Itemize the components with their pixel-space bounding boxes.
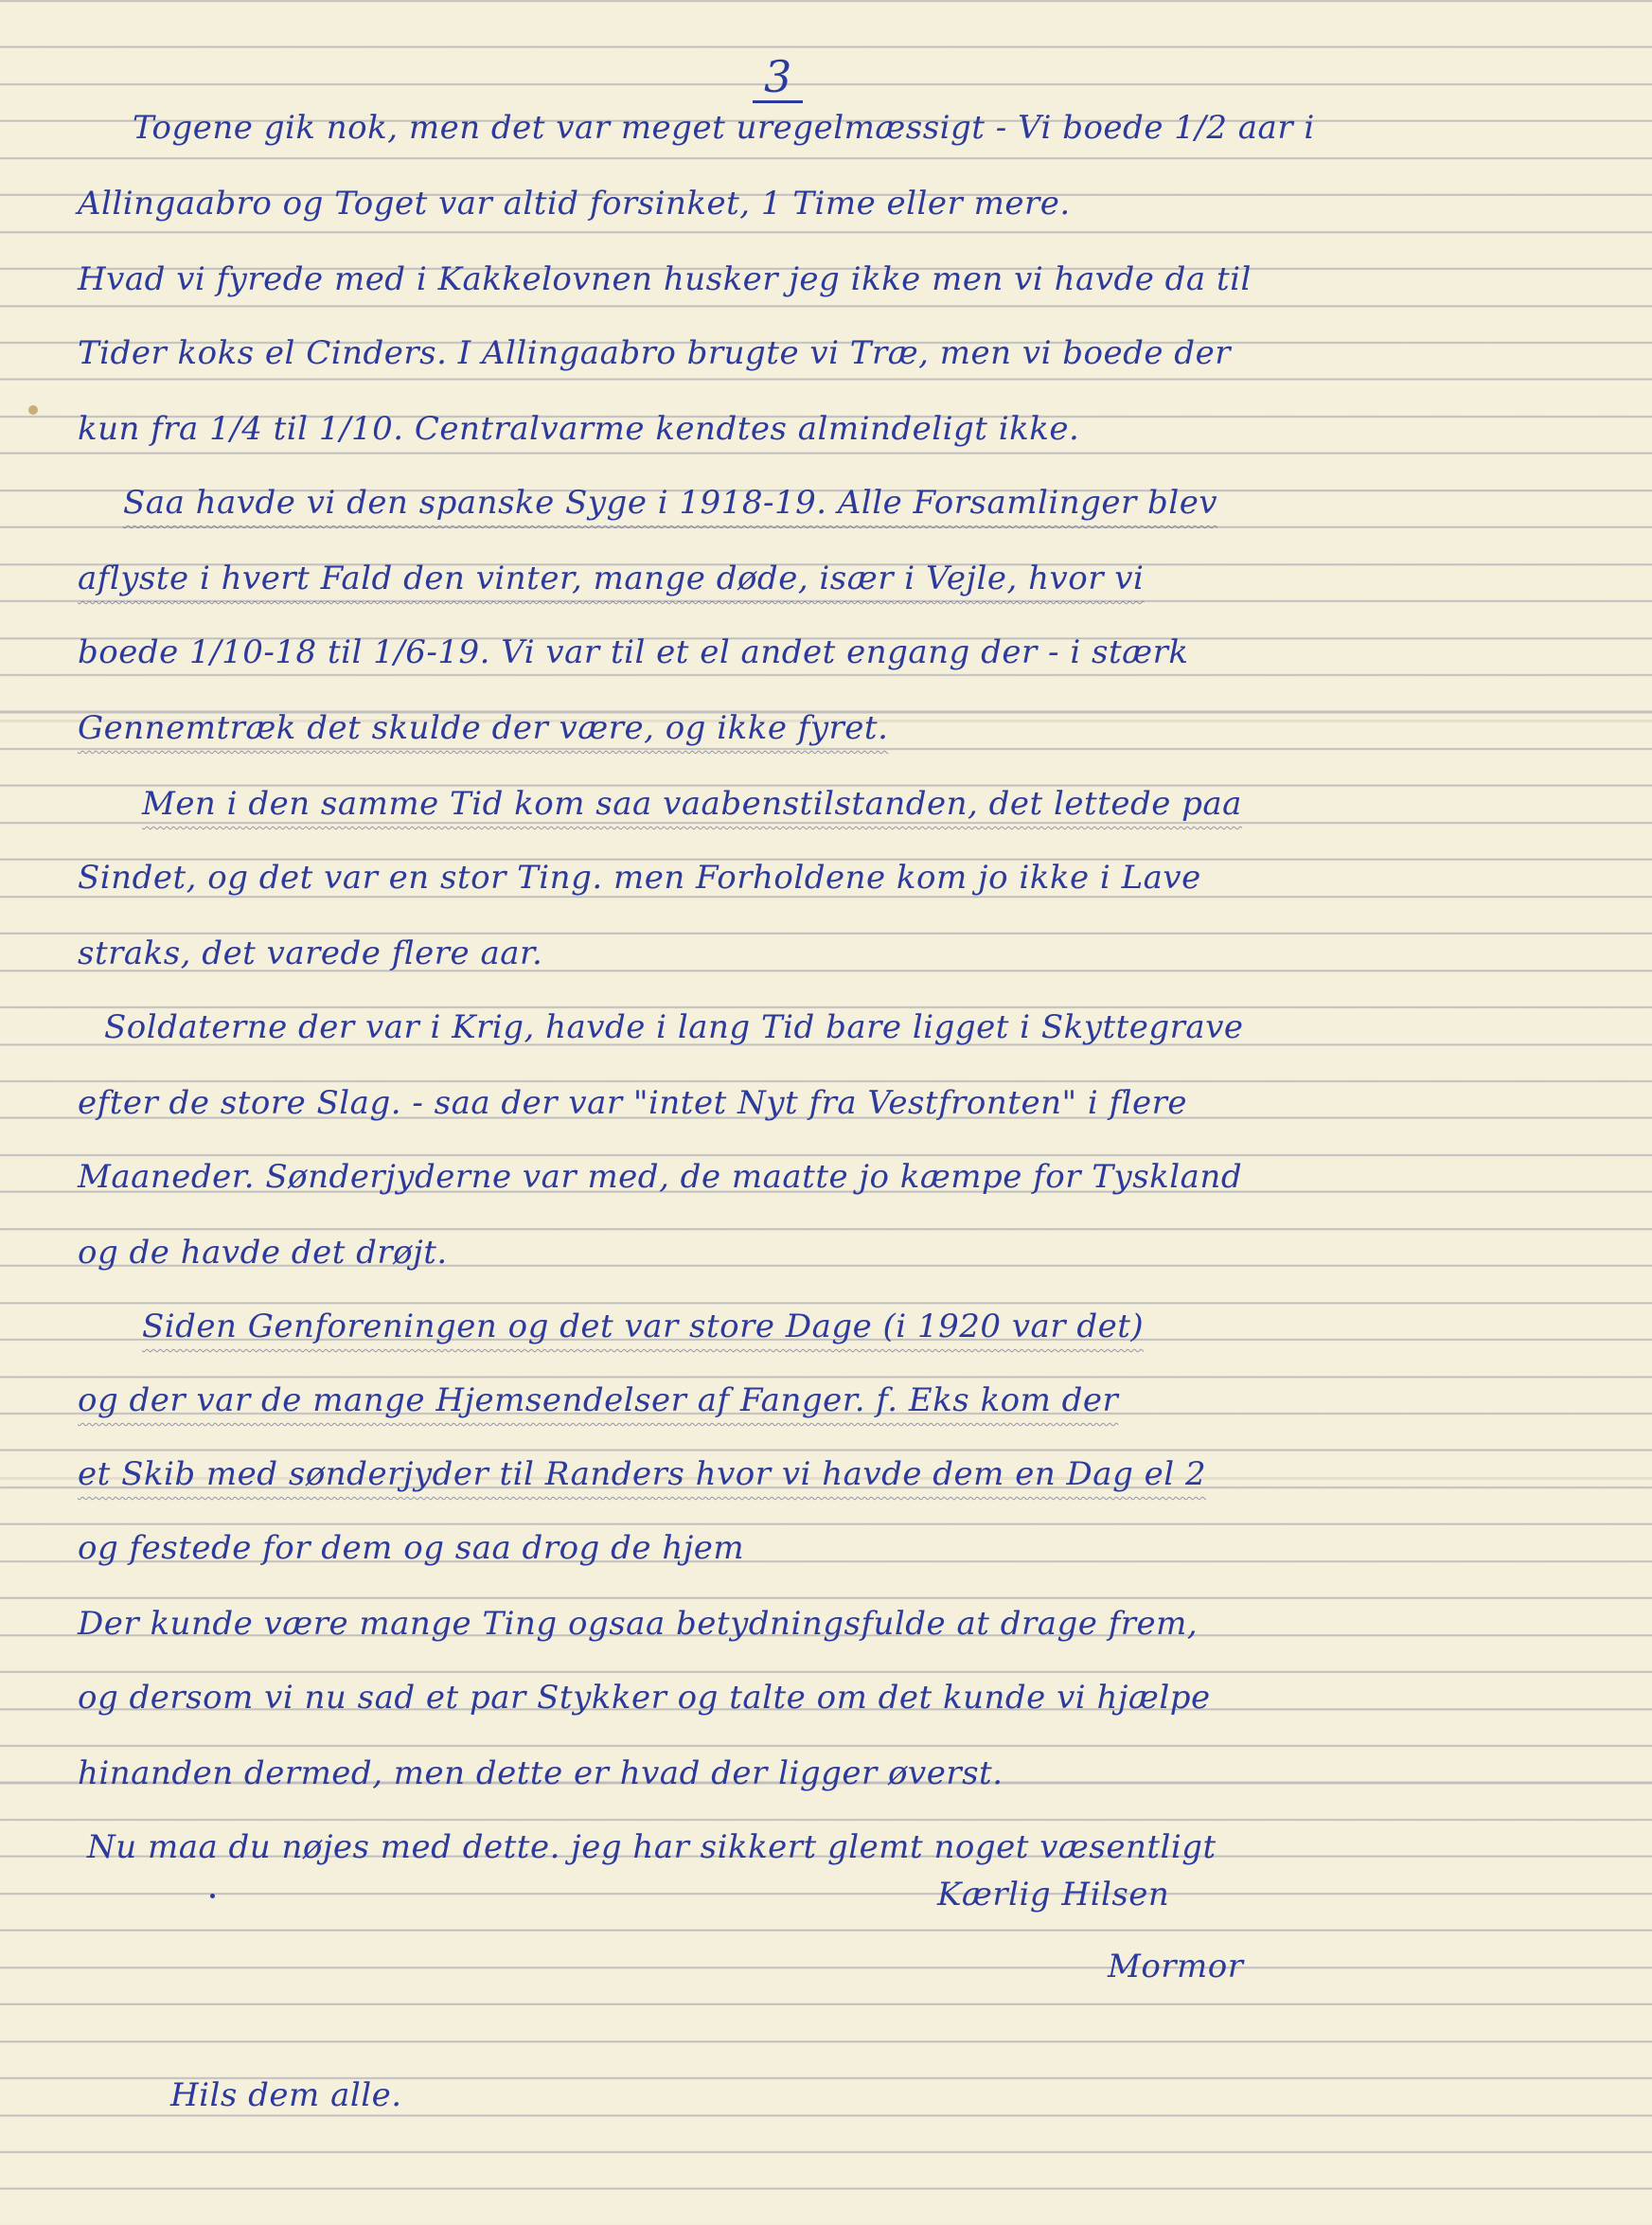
letter-line: Sindet, og det var en stor Ting. men Forholdene kom jo ikke i Lave <box>78 859 1201 897</box>
ink-spot <box>28 405 38 415</box>
letter-line: Togene gik nok, men det var meget uregelmæssigt - Vi boede 1/2 aar i <box>133 109 1315 147</box>
letter-postscript: Hils dem alle. <box>170 2076 402 2114</box>
letter-line: Tider koks el Cinders. I Allingaabro brugte vi Træ, men vi boede der <box>78 334 1231 372</box>
letter-line: boede 1/10-18 til 1/6-19. Vi var til et el andet engang der - i stærk <box>78 633 1189 671</box>
letter-line: Der kunde være mange Ting ogsaa betydningsfulde at drage frem, <box>78 1605 1199 1643</box>
letter-line: Nu maa du nøjes med dette. jeg har sikkert glemt noget væsentligt <box>87 1828 1217 1866</box>
letter-line: Hvad vi fyrede med i Kakkelovnen husker jeg ikke men vi havde da til <box>78 260 1252 298</box>
letter-line: og de havde det drøjt. <box>78 1234 448 1272</box>
letter-signature: Mormor <box>1108 1948 1244 1985</box>
page-number: 3 <box>753 55 803 103</box>
letter-line: Siden Genforeningen og det var store Dage (i 1920 var det) <box>142 1308 1145 1345</box>
letter-line: og der var de mange Hjemsendelser af Fanger. f. Eks kom der <box>78 1381 1119 1419</box>
letter-line: kun fra 1/4 til 1/10. Centralvarme kendtes almindeligt ikke. <box>78 410 1080 448</box>
letter-line: et Skib med sønderjyder til Randers hvor vi havde dem en Dag el 2 <box>78 1455 1207 1493</box>
letter-line: Gennemtræk det skulde der være, og ikke fyret. <box>78 709 889 747</box>
letter-line: og festede for dem og saa drog de hjem <box>78 1529 745 1567</box>
letter-closing: Kærlig Hilsen <box>937 1876 1170 1914</box>
letter-line: aflyste i hvert Fald den vinter, mange døde, især i Vejle, hvor vi <box>78 560 1145 597</box>
letter-line: hinanden dermed, men dette er hvad der ligger øverst. <box>78 1754 1004 1792</box>
ink-dot <box>210 1894 215 1898</box>
letter-line: efter de store Slag. - saa der var "intet Nyt fra Vestfronten" i flere <box>78 1084 1188 1122</box>
letter-line: Men i den samme Tid kom saa vaabenstilstanden, det lettede paa <box>142 785 1242 823</box>
letter-line: Maaneder. Sønderjyderne var med, de maatte jo kæmpe for Tyskland <box>78 1158 1243 1196</box>
letter-line: straks, det varede flere aar. <box>78 934 543 972</box>
letter-line: Soldaterne der var i Krig, havde i lang Tid bare ligget i Skyttegrave <box>104 1008 1244 1046</box>
letter-line: og dersom vi nu sad et par Stykker og talte om det kunde vi hjælpe <box>78 1679 1211 1717</box>
letter-line: Allingaabro og Toget var altid forsinket, 1 Time eller mere. <box>78 185 1071 222</box>
letter-line: Saa havde vi den spanske Syge i 1918-19. Alle Forsamlinger blev <box>123 484 1218 522</box>
